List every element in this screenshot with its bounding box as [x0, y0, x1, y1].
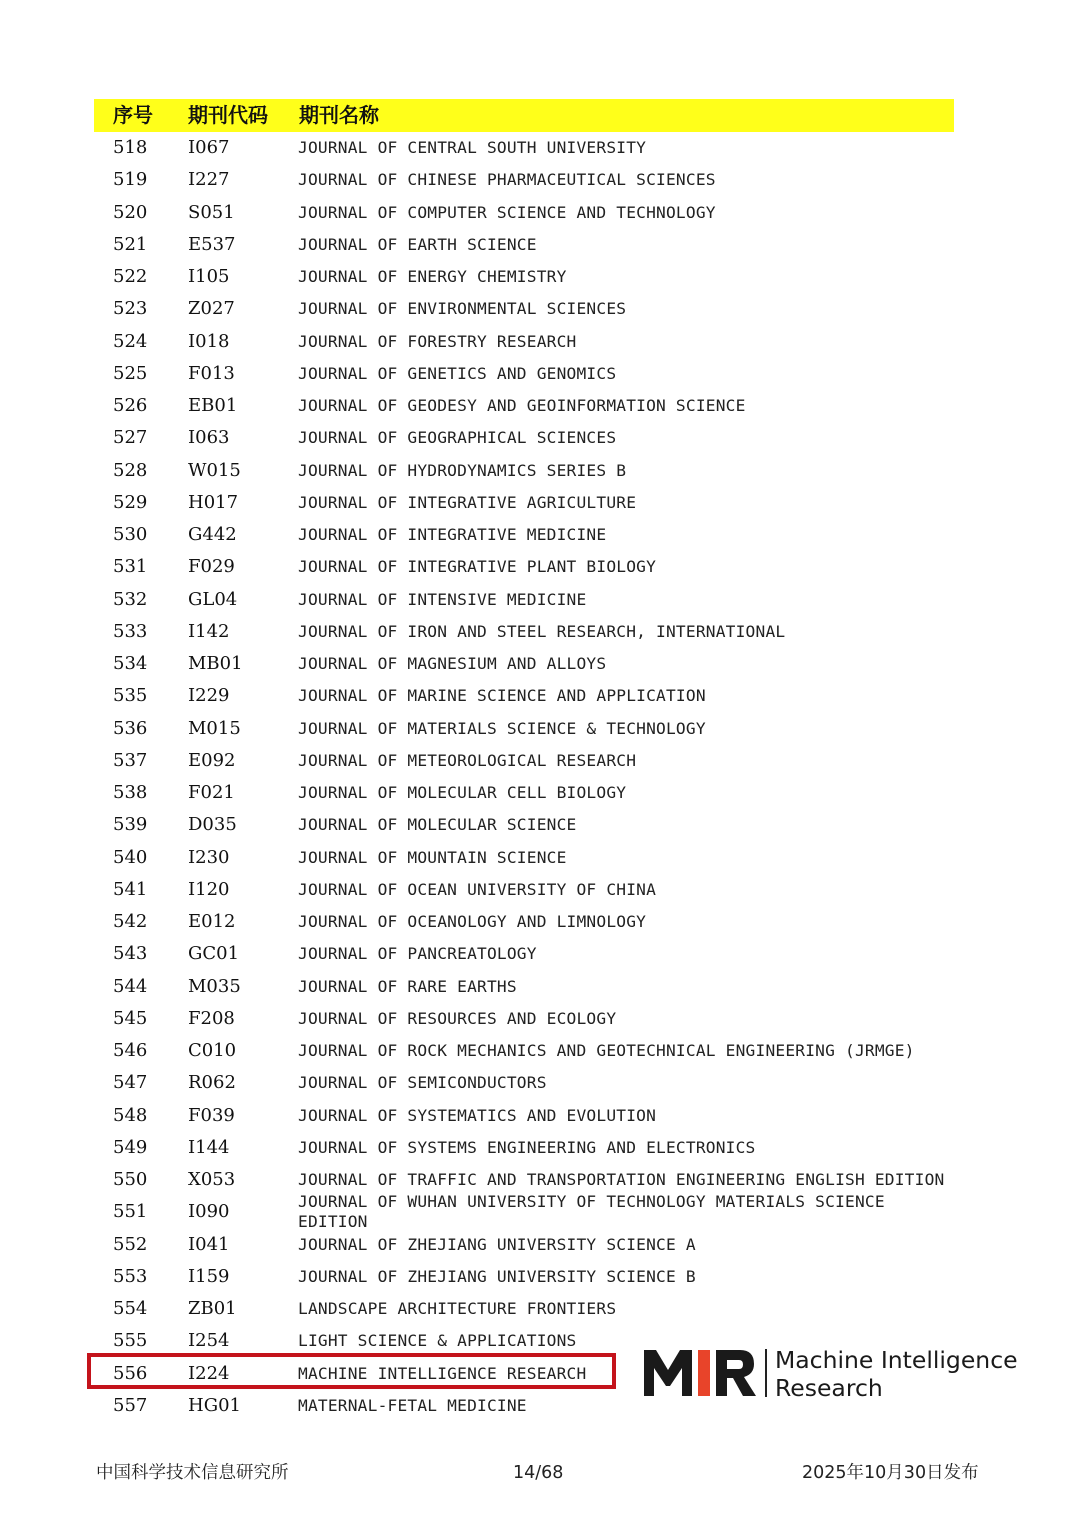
row-journal-name: LIGHT SCIENCE & APPLICATIONS — [298, 1331, 577, 1351]
row-journal-code: Z027 — [188, 298, 235, 320]
table-row — [0, 487, 1080, 519]
row-journal-code: F208 — [188, 1007, 235, 1029]
row-journal-code: GL04 — [188, 588, 238, 610]
row-journal-name: JOURNAL OF MATERIALS SCIENCE & TECHNOLOGY — [298, 718, 706, 738]
row-serial-number: 544 — [113, 975, 148, 997]
row-serial-number: 542 — [113, 911, 148, 932]
row-serial-number: 551 — [113, 1201, 148, 1223]
table-row — [0, 261, 1080, 293]
row-serial-number: 530 — [113, 524, 148, 545]
table-row — [0, 1067, 1080, 1099]
row-serial-number: 519 — [113, 169, 148, 191]
row-serial-number: 523 — [113, 298, 148, 320]
table-row — [0, 874, 1080, 906]
row-journal-code: M035 — [188, 975, 241, 997]
row-journal-code: S051 — [188, 201, 235, 223]
row-journal-code: E012 — [188, 911, 236, 932]
row-journal-code: I254 — [188, 1330, 230, 1352]
row-journal-name: LANDSCAPE ARCHITECTURE FRONTIERS — [298, 1299, 617, 1318]
row-serial-number: 553 — [113, 1265, 148, 1287]
row-journal-code: I144 — [188, 1136, 230, 1158]
row-journal-code: I090 — [188, 1201, 230, 1223]
row-serial-number: 539 — [113, 814, 148, 836]
table-row — [0, 1293, 1080, 1325]
mir-logo-icon — [644, 1350, 756, 1396]
row-serial-number: 525 — [113, 362, 148, 384]
table-row — [0, 1132, 1080, 1164]
row-journal-code: E537 — [188, 233, 236, 255]
row-journal-code: E092 — [188, 749, 236, 771]
row-journal-code: M015 — [188, 717, 241, 739]
row-journal-name: JOURNAL OF METEOROLOGICAL RESEARCH — [298, 750, 637, 770]
row-journal-name: JOURNAL OF TRAFFIC AND TRANSPORTATION ENGINEERING ENGLISH EDITION — [298, 1170, 945, 1189]
row-journal-name: JOURNAL OF SYSTEMS ENGINEERING AND ELECTRONICS — [298, 1137, 756, 1157]
table-row — [0, 326, 1080, 358]
row-serial-number: 554 — [113, 1298, 148, 1319]
table-row — [0, 1003, 1080, 1035]
row-journal-code: F029 — [188, 556, 235, 578]
table-row — [0, 551, 1080, 583]
logo-wordmark — [775, 1346, 1018, 1402]
row-journal-code: W015 — [188, 459, 241, 481]
row-journal-name: JOURNAL OF RARE EARTHS — [298, 976, 517, 996]
row-serial-number: 541 — [113, 878, 148, 900]
row-journal-name: JOURNAL OF CHINESE PHARMACEUTICAL SCIENCES — [298, 170, 716, 190]
row-journal-code: I227 — [188, 169, 230, 191]
row-journal-code: GC01 — [188, 943, 240, 965]
row-journal-name: JOURNAL OF INTEGRATIVE PLANT BIOLOGY — [298, 557, 657, 577]
row-journal-code: MB01 — [188, 653, 243, 674]
row-serial-number: 524 — [113, 330, 148, 352]
row-journal-name: JOURNAL OF CENTRAL SOUTH UNIVERSITY — [298, 138, 647, 157]
table-row — [0, 809, 1080, 841]
row-journal-code: I142 — [188, 620, 230, 642]
table-row — [0, 1035, 1080, 1067]
row-journal-name: JOURNAL OF ROCK MECHANICS AND GEOTECHNICAL ENGINEERING (JRMGE) — [298, 1041, 915, 1060]
row-journal-name: JOURNAL OF FORESTRY RESEARCH — [298, 331, 577, 351]
row-journal-code: R062 — [188, 1072, 236, 1094]
row-journal-name: JOURNAL OF WUHAN UNIVERSITY OF TECHNOLOGY MATERIALS SCIENCE EDITION — [298, 1192, 885, 1232]
row-serial-number: 548 — [113, 1104, 148, 1126]
table-body — [0, 132, 1080, 1422]
row-journal-name: JOURNAL OF INTEGRATIVE AGRICULTURE — [298, 492, 637, 512]
table-row — [0, 1100, 1080, 1132]
row-journal-name: JOURNAL OF INTENSIVE MEDICINE — [298, 589, 587, 609]
row-serial-number: 538 — [113, 782, 148, 803]
row-serial-number: 533 — [113, 620, 148, 642]
row-serial-number: 518 — [113, 137, 148, 158]
row-journal-name: JOURNAL OF HYDRODYNAMICS SERIES B — [298, 460, 627, 480]
row-serial-number: 526 — [113, 395, 148, 416]
row-serial-number: 537 — [113, 749, 148, 771]
row-journal-code: H017 — [188, 491, 239, 513]
table-row — [0, 164, 1080, 196]
row-journal-code: D035 — [188, 814, 237, 836]
table-row — [0, 648, 1080, 680]
table-row — [0, 745, 1080, 777]
header-journal-name: 期刊名称 — [299, 103, 379, 127]
table-row — [0, 519, 1080, 551]
table-row — [0, 616, 1080, 648]
row-journal-code: HG01 — [188, 1394, 241, 1416]
row-journal-name: MATERNAL-FETAL MEDICINE — [298, 1395, 527, 1415]
row-journal-code: I105 — [188, 266, 230, 287]
table-row — [0, 455, 1080, 487]
table-row — [0, 777, 1080, 809]
table-row — [0, 422, 1080, 454]
logo-line-1: Machine Intelligence — [775, 1346, 1018, 1374]
row-journal-name: JOURNAL OF INTEGRATIVE MEDICINE — [298, 525, 607, 544]
row-journal-name: JOURNAL OF PANCREATOLOGY — [298, 944, 537, 964]
row-journal-name: JOURNAL OF MAGNESIUM AND ALLOYS — [298, 654, 607, 673]
row-serial-number: 545 — [113, 1007, 148, 1029]
row-journal-name: JOURNAL OF ZHEJIANG UNIVERSITY SCIENCE A — [298, 1234, 696, 1254]
row-journal-code: I224 — [188, 1362, 230, 1384]
row-serial-number: 520 — [113, 201, 148, 223]
row-journal-name: JOURNAL OF ZHEJIANG UNIVERSITY SCIENCE B — [298, 1266, 696, 1286]
table-row — [0, 1261, 1080, 1293]
logo-line-2: Research — [775, 1374, 883, 1402]
row-journal-name: MACHINE INTELLIGENCE RESEARCH — [298, 1363, 587, 1383]
footer-page-number: 14/68 — [513, 1463, 564, 1483]
row-serial-number: 536 — [113, 717, 148, 739]
row-serial-number: 521 — [113, 233, 148, 255]
highlight-box — [87, 1353, 616, 1389]
row-journal-name: JOURNAL OF MOUNTAIN SCIENCE — [298, 847, 567, 867]
table-row — [0, 906, 1080, 938]
logo-divider — [765, 1349, 767, 1397]
row-serial-number: 546 — [113, 1040, 148, 1061]
row-serial-number: 550 — [113, 1169, 148, 1190]
row-journal-code: G442 — [188, 524, 237, 545]
row-journal-name: JOURNAL OF ENVIRONMENTAL SCIENCES — [298, 299, 627, 319]
row-serial-number: 529 — [113, 491, 148, 513]
row-serial-number: 527 — [113, 427, 148, 449]
row-journal-name: JOURNAL OF EARTH SCIENCE — [298, 234, 537, 254]
header-serial-number: 序号 — [113, 103, 153, 127]
table-row — [0, 1192, 1080, 1232]
footer-institution: 中国科学技术信息研究所 — [96, 1463, 289, 1483]
row-journal-code: I229 — [188, 685, 230, 707]
row-journal-code: EB01 — [188, 395, 238, 416]
row-journal-code: X053 — [188, 1169, 236, 1190]
row-journal-name: JOURNAL OF RESOURCES AND ECOLOGY — [298, 1008, 617, 1028]
row-journal-name: JOURNAL OF SYSTEMATICS AND EVOLUTION — [298, 1105, 657, 1125]
table-row — [0, 358, 1080, 390]
row-journal-name: JOURNAL OF SEMICONDUCTORS — [298, 1073, 547, 1093]
row-journal-name: JOURNAL OF MOLECULAR CELL BIOLOGY — [298, 783, 627, 802]
row-journal-code: I159 — [188, 1265, 230, 1287]
header-journal-code: 期刊代码 — [188, 103, 268, 127]
row-journal-name: JOURNAL OF GEODESY AND GEOINFORMATION SCIENCE — [298, 396, 746, 415]
table-row — [0, 938, 1080, 970]
table-row — [0, 293, 1080, 325]
row-serial-number: 543 — [113, 943, 148, 965]
row-journal-code: I018 — [188, 330, 230, 352]
row-journal-name: JOURNAL OF IRON AND STEEL RESEARCH, INTERNATIONAL — [298, 621, 786, 641]
table-row — [0, 132, 1080, 164]
row-serial-number: 534 — [113, 653, 148, 674]
row-journal-name: JOURNAL OF MOLECULAR SCIENCE — [298, 815, 577, 835]
table-row — [0, 842, 1080, 874]
table-row — [0, 680, 1080, 712]
table-row — [0, 1229, 1080, 1261]
row-journal-code: I230 — [188, 846, 230, 868]
footer-date: 2025年10月30日发布 — [802, 1463, 979, 1483]
row-serial-number: 552 — [113, 1233, 148, 1255]
row-serial-number: 555 — [113, 1330, 148, 1352]
row-journal-code: I067 — [188, 137, 230, 158]
table-row — [0, 584, 1080, 616]
row-serial-number: 540 — [113, 846, 148, 868]
row-serial-number: 549 — [113, 1136, 148, 1158]
table-row — [0, 713, 1080, 745]
row-journal-name: JOURNAL OF ENERGY CHEMISTRY — [298, 267, 567, 286]
row-serial-number: 556 — [113, 1362, 148, 1384]
table-row — [0, 971, 1080, 1003]
row-serial-number: 547 — [113, 1072, 148, 1094]
table-row — [0, 197, 1080, 229]
row-serial-number: 522 — [113, 266, 148, 287]
row-journal-name: JOURNAL OF GENETICS AND GENOMICS — [298, 363, 617, 383]
row-journal-code: F021 — [188, 782, 235, 803]
row-journal-code: C010 — [188, 1040, 237, 1061]
table-header — [94, 99, 954, 132]
row-journal-name: JOURNAL OF OCEANOLOGY AND LIMNOLOGY — [298, 912, 647, 931]
row-journal-code: ZB01 — [188, 1298, 237, 1319]
row-journal-name: JOURNAL OF COMPUTER SCIENCE AND TECHNOLOGY — [298, 202, 716, 222]
row-journal-name: JOURNAL OF MARINE SCIENCE AND APPLICATION — [298, 686, 706, 706]
row-serial-number: 535 — [113, 685, 148, 707]
row-journal-code: F013 — [188, 362, 235, 384]
row-journal-name: JOURNAL OF GEOGRAPHICAL SCIENCES — [298, 428, 617, 448]
row-serial-number: 528 — [113, 459, 148, 481]
row-journal-code: I041 — [188, 1233, 230, 1255]
row-journal-name: JOURNAL OF OCEAN UNIVERSITY OF CHINA — [298, 879, 657, 899]
row-journal-code: I120 — [188, 878, 230, 900]
row-journal-code: I063 — [188, 427, 230, 449]
row-serial-number: 531 — [113, 556, 148, 578]
row-serial-number: 532 — [113, 588, 148, 610]
table-row — [0, 229, 1080, 261]
row-journal-code: F039 — [188, 1104, 235, 1126]
table-row — [0, 390, 1080, 422]
row-serial-number: 557 — [113, 1394, 148, 1416]
